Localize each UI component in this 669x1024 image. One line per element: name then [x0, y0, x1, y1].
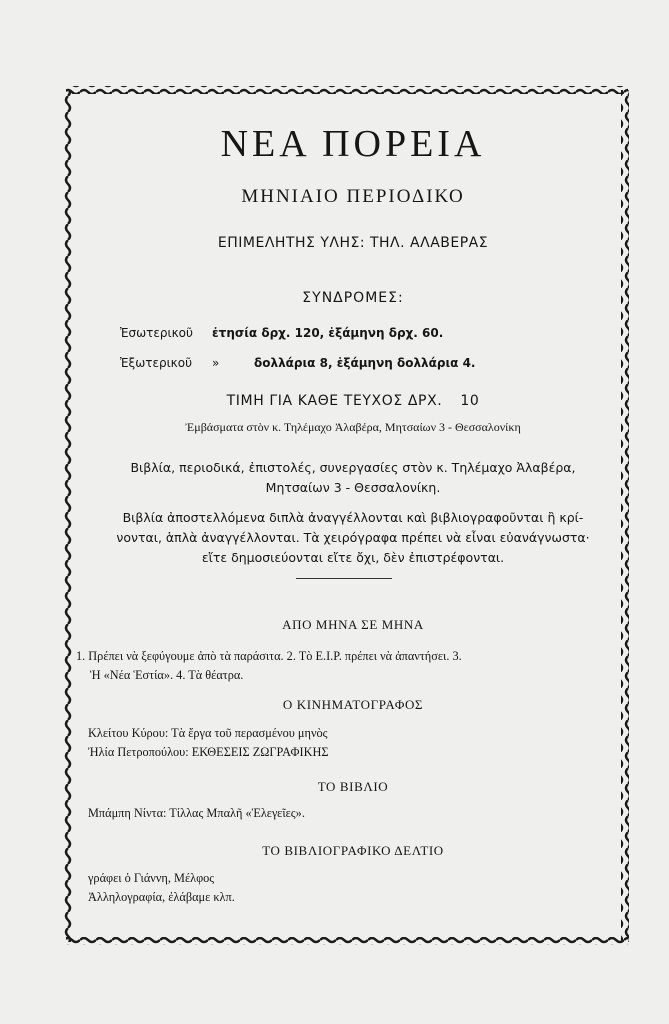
remittance-line: Ἐμβάσματα στὸν κ. Τηλέμαχο Ἀλαβέρα, Μητσαίων 3 - Θεσσαλονίκη — [185, 420, 521, 434]
section-line: Μπάμπη Νίντα: Τίλλας Μπαλῆ «Ἐλεγεῖες». — [88, 806, 305, 820]
section-line: Ἀλληλογραφία, ἐλάβαμε κλπ. — [88, 890, 235, 904]
editor-line: ΕΠΙΜΕΛΗΤΗΣ ΥΛΗΣ: ΤΗΛ. ΑΛΑΒΕΡΑΣ — [217, 235, 489, 251]
foreign-ditto-mark: » — [212, 356, 220, 370]
subscriptions-heading: ΣΥΝΔΡΟΜΕΣ: — [302, 290, 404, 306]
issue-price — [88, 393, 618, 409]
magazine-subtitle: ΜΗΝΙΑΙΟ ΠΕΡΙΟΔΙΚΟ — [241, 186, 465, 207]
notice-review — [88, 508, 618, 568]
domestic-value: ἐτησία δρχ. 120, ἑξάμηνη δρχ. 60. — [212, 326, 444, 340]
section-heading: ΤΟ ΒΙΒΛΙΟΓΡΑΦΙΚΟ ΔΕΛΤΙΟ — [262, 843, 444, 858]
border-top — [66, 86, 628, 94]
section-heading: ΤΟ ΒΙΒΛΙΟ — [317, 779, 389, 794]
section-body — [76, 647, 611, 685]
notice-books-line: Μητσαίων 3 - Θεσσαλονίκη. — [265, 480, 441, 495]
notice-review-line: Βιβλία ἀποστελλόμενα διπλὰ ἀναγγέλλονται καὶ βιβλιογραφοῦνται ἢ κρί- — [122, 510, 584, 525]
notice-books — [88, 458, 618, 498]
subscription-foreign — [120, 356, 476, 370]
section-body — [88, 804, 623, 823]
section-heading: Ο ΚΙΝΗΜΑΤΟΓΡΑΦΟΣ — [282, 697, 424, 712]
section-line: Κλείτου Κύρου: Τὰ ἔργα τοῦ περασμένου μηνὸς — [88, 726, 328, 740]
section-line: Ἠλία Πετροπούλου: ΕΚΘΕΣΕΙΣ ΖΩΓΡΑΦΙΚΗΣ — [88, 745, 329, 759]
section-body — [88, 724, 623, 762]
notice-review-line: εἴτε δημοσιεύονται εἴτε ὄχι, δὲν ἐπιστρέφονται. — [201, 550, 505, 565]
price-label: ΤΙΜΗ ΓΙΑ ΚΑΘΕ ΤΕΥΧΟΣ ΔΡΧ. — [226, 393, 443, 409]
domestic-label: Ἐσωτερικοῦ — [120, 326, 193, 340]
notice-review-line: νονται, ἁπλὰ ἀναγγέλλονται. Τὰ χειρόγραφα πρέπει νὰ εἶναι εὐανάγνωστα· — [116, 530, 590, 545]
section-heading: ΑΠΟ ΜΗΝΑ ΣΕ ΜΗΝΑ — [282, 617, 424, 632]
foreign-value: δολλάρια 8, ἑξάμηνη δολλάρια 4. — [254, 356, 476, 370]
border-bottom — [66, 937, 628, 945]
border-left — [64, 90, 72, 942]
section-line: Ἡ «Νέα Ἑστία». 4. Τὰ θέατρα. — [90, 668, 244, 682]
subscription-domestic — [120, 326, 443, 340]
divider — [296, 578, 392, 579]
section-line: 1. Πρέπει νὰ ξεφύγουμε ἀπὸ τὰ παράσιτα. 2. Τὸ E.I.P. πρέπει νὰ ἀπαντήσει. 3. — [76, 649, 462, 663]
section-body — [88, 869, 623, 907]
foreign-label: Ἐξωτερικοῦ — [120, 356, 193, 370]
section-line: γράφει ὁ Γιάννη, Μέλφος — [88, 871, 215, 885]
price-value: 10 — [460, 393, 480, 409]
notice-books-line: Βιβλία, περιοδικά, ἐπιστολές, συνεργασίες στὸν κ. Τηλέμαχο Ἀλαβέρα, — [130, 460, 576, 475]
magazine-title: ΝΕΑ ΠΟΡΕΙΑ — [220, 123, 486, 165]
